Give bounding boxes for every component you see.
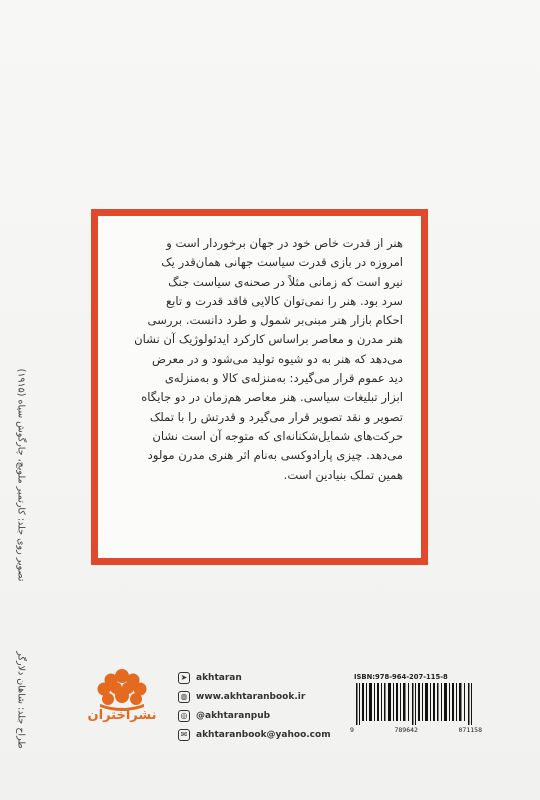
- publisher-logo-icon: [86, 662, 158, 742]
- cover-designer-credit-text: طراح جلد: شاهان دلارگر: [15, 651, 27, 749]
- blurb-line: می‌دهد که هنر به دو شیوه تولید می‌شود و در معرض: [152, 351, 403, 366]
- blurb-line: می‌دهد. چیزی پارادوکسی به‌نام اثر هنری مدرن مولود: [147, 448, 403, 463]
- contact-email[interactable]: [178, 725, 338, 744]
- contact-website[interactable]: [178, 687, 338, 706]
- contact-instagram[interactable]: [178, 706, 338, 725]
- blurb-line: تصویر و نقد تصویر قرار می‌گیرد و قدرتش را با تملک: [149, 409, 403, 424]
- blurb-frame: [91, 209, 428, 565]
- blurb-line: حرکت‌های شمایل‌شکنانه‌ای که متوجه آن است نشان: [152, 428, 403, 443]
- blurb-line: همین تملک بنیادین است.: [283, 467, 403, 482]
- globe-icon: ◍: [178, 691, 190, 703]
- email-icon: ✉: [178, 729, 190, 741]
- instagram-icon: ◎: [178, 710, 190, 722]
- barcode-digit-group2: 071158: [458, 726, 482, 734]
- blurb-line: ابزار تبلیغات سیاسی. هنر معاصر هم‌زمان در دو جایگاه: [141, 390, 403, 405]
- barcode-digit-prefix: 9: [350, 726, 354, 734]
- blurb-line: هنر مدرن و معاصر براساس کارکرد ایدئولوژیک آن نشان: [134, 332, 403, 347]
- contact-telegram-text: akhtaran: [196, 672, 242, 683]
- publisher-logo-name: نشراختران: [87, 708, 157, 723]
- isbn-label: ISBN:978-964-207-115-8: [354, 673, 448, 681]
- blurb-line: هنر از قدرت خاص خود در جهان برخوردار است و: [166, 236, 403, 250]
- telegram-icon: ➤: [178, 672, 190, 684]
- blurb-line: دید عموم قرار می‌گیرد: به‌منزله‌ی کالا و به‌منزله‌ی: [164, 371, 403, 386]
- barcode-icon: [350, 683, 482, 725]
- blurb-text: [118, 234, 403, 485]
- contact-email-text: akhtaranbook@yahoo.com: [196, 729, 331, 740]
- blurb-line: احکام بازار هنر مبنی‌بر شمول و طرد دانست. بررسی: [147, 313, 403, 328]
- blurb-line: سرد بود. هنر را نمی‌توان کالایی فاقد قدرت و تابع: [165, 293, 403, 308]
- blurb-line: امروزه در بازی قدرت سیاست جهانی همان‌قدر یک: [161, 255, 403, 270]
- contact-telegram[interactable]: [178, 668, 338, 687]
- blurb-line: نیرو است که زمانی مثلاً در صحنه‌ی سیاست جنگ: [168, 274, 403, 289]
- contact-instagram-text: @akhtaranpub: [196, 710, 271, 721]
- barcode-digits: [350, 726, 482, 734]
- publisher-contacts: [178, 668, 338, 744]
- cover-designer-credit: [12, 630, 30, 770]
- barcode-digit-group1: 789642: [394, 726, 418, 734]
- contact-website-text: www.akhtaranbook.ir: [196, 691, 306, 702]
- cover-image-credit-text: تصویر روی جلد: کارتمبر ملویچ، چارگوش سیاه (۱۹۱۵): [15, 368, 27, 582]
